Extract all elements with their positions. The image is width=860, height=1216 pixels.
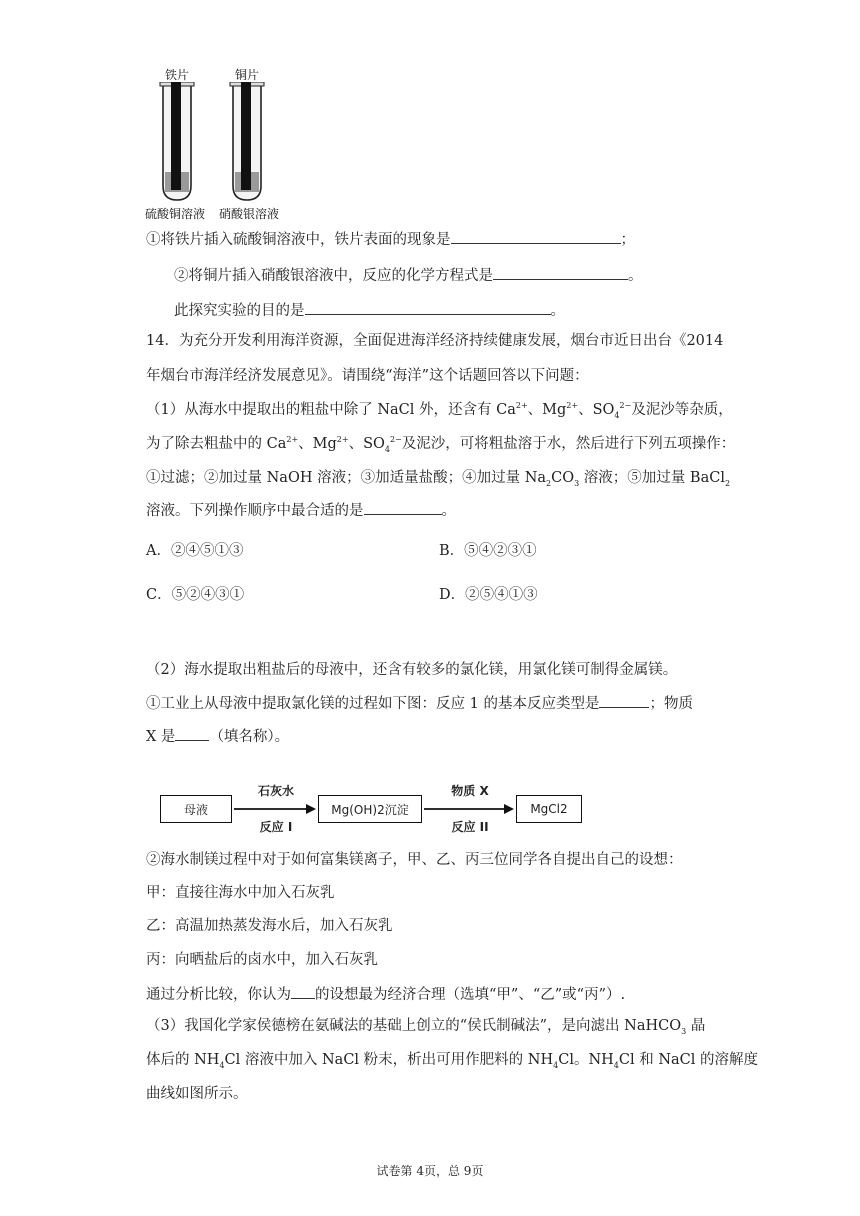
text: 及泥沙等杂质， bbox=[631, 402, 733, 418]
option-c[interactable]: C．⑤②④③① bbox=[146, 587, 245, 603]
q14-p3-line3: 曲线如图所示。 bbox=[146, 1086, 248, 1102]
q14-p1-line3 bbox=[146, 468, 730, 488]
answer-blank[interactable] bbox=[175, 726, 209, 741]
subscript: 4 bbox=[613, 1060, 619, 1070]
flow-arrow2-top-label: 物质 X bbox=[451, 784, 489, 798]
text: ；物质 bbox=[649, 696, 693, 712]
answer-blank[interactable] bbox=[493, 265, 628, 280]
silver-nitrate-label: 硝酸银溶液 bbox=[219, 207, 280, 221]
answer-blank[interactable] bbox=[599, 693, 649, 708]
page-footer: 试卷第 4页，总 9页 bbox=[376, 1164, 484, 1178]
q13-line3-end: 。 bbox=[550, 303, 565, 319]
q14-p3-line1 bbox=[146, 1016, 705, 1036]
text: CO bbox=[551, 470, 575, 486]
text: 、SO bbox=[578, 402, 615, 418]
option-d[interactable]: D．②⑤④①③ bbox=[439, 587, 538, 603]
superscript: 2+ bbox=[336, 435, 349, 445]
q13-line2-end: 。 bbox=[628, 268, 643, 284]
text: ①工业上从母液中提取氯化镁的过程如下图：反应 1 的基本反应类型是 bbox=[146, 696, 600, 712]
q13-line1-end: ； bbox=[620, 232, 635, 248]
flow-box-mg-hydroxide: Mg(OH)2沉淀 bbox=[318, 795, 422, 823]
text: X 是 bbox=[146, 729, 176, 745]
flow-arrow1-top-label: 石灰水 bbox=[257, 784, 294, 798]
q14-p1-line1 bbox=[146, 400, 733, 420]
q14-p1-line2 bbox=[146, 434, 735, 454]
superscript: 2− bbox=[619, 401, 632, 411]
text: 。 bbox=[441, 503, 456, 519]
superscript: 2+ bbox=[286, 435, 299, 445]
subscript: 4 bbox=[219, 1060, 225, 1070]
text: 、SO bbox=[348, 436, 385, 452]
text: Cl。NH bbox=[558, 1052, 614, 1068]
q14-p2-line5: 甲：直接往海水中加入石灰乳 bbox=[146, 885, 335, 901]
text: 溶液。下列操作顺序中最合适的是 bbox=[146, 503, 364, 519]
test-tubes-drawing bbox=[145, 82, 295, 204]
superscript: 2+ bbox=[566, 401, 579, 411]
flow-box-mother-liquor: 母液 bbox=[160, 795, 232, 823]
text: 、Mg bbox=[298, 436, 337, 452]
text: ①过滤；②加过量 NaOH 溶液；③加适量盐酸；④加过量 Na bbox=[146, 470, 547, 486]
q14-p2-line1: （2）海水提取出粗盐后的母液中，还含有较多的氯化镁，用氯化镁可制得金属镁。 bbox=[146, 662, 678, 678]
q14-p2-line8 bbox=[146, 984, 625, 1005]
subscript: 4 bbox=[614, 410, 620, 420]
text: Cl 溶液中加入 NaCl 粉末，析出可用作肥料的 NH bbox=[224, 1052, 554, 1068]
q13-line2-text: ②将铜片插入硝酸银溶液中，反应的化学方程式是 bbox=[174, 268, 493, 284]
q14-p3-line2 bbox=[146, 1050, 758, 1070]
q13-line3-text: 此探究实验的目的是 bbox=[174, 303, 305, 319]
copper-strip-label: 铜片 bbox=[235, 68, 260, 82]
q13-line1 bbox=[146, 229, 635, 250]
answer-blank[interactable] bbox=[291, 984, 315, 999]
subscript: 3 bbox=[574, 478, 580, 488]
q14-p2-line6: 乙：高温加热蒸发海水后，加入石灰乳 bbox=[146, 918, 393, 934]
q13-line2 bbox=[174, 265, 643, 286]
text: （3）我国化学家侯德榜在氨碱法的基础上创立的“侯氏制碱法”，是向滤出 NaHCO bbox=[146, 1018, 682, 1034]
flow-diagram bbox=[158, 784, 588, 838]
test-tube-figure bbox=[145, 64, 295, 224]
text: 通过分析比较，你认为 bbox=[146, 987, 291, 1003]
subscript: 4 bbox=[384, 444, 391, 454]
text: 及泥沙，可将粗盐溶于水，然后进行下列五项操作： bbox=[401, 436, 736, 452]
iron-strip-label: 铁片 bbox=[165, 68, 190, 82]
q14-p2-line2 bbox=[146, 693, 693, 714]
superscript: 2+ bbox=[515, 401, 528, 411]
q13-line3 bbox=[174, 300, 565, 321]
answer-blank[interactable] bbox=[451, 229, 621, 244]
flow-arrow2-bottom-label: 反应 II bbox=[451, 820, 489, 834]
text: （1）从海水中提取出的粗盐中除了 NaCl 外，还含有 Ca bbox=[146, 402, 516, 418]
q13-line1-text: ①将铁片插入硫酸铜溶液中，铁片表面的现象是 bbox=[146, 232, 451, 248]
option-a[interactable]: A．②④⑤①③ bbox=[146, 543, 244, 559]
q14-p2-line3 bbox=[146, 726, 289, 747]
text: 的设想最为经济合理（选填“甲”、“乙”或“丙”）. bbox=[315, 987, 626, 1003]
subscript: 4 bbox=[553, 1060, 559, 1070]
text: 、Mg bbox=[527, 402, 567, 418]
arrow-right-icon bbox=[234, 803, 316, 815]
answer-blank[interactable] bbox=[364, 500, 442, 515]
flow-arrow1-bottom-label: 反应 I bbox=[259, 820, 293, 834]
copper-sulfate-label: 硫酸铜溶液 bbox=[145, 207, 206, 221]
q14-intro-line1: 14．为充分开发利用海洋资源，全面促进海洋经济持续健康发展，烟台市近日出台《2014 bbox=[146, 333, 724, 349]
q14-p1-line4 bbox=[146, 500, 456, 521]
text: 溶液；⑤加过量 BaCl bbox=[579, 470, 725, 486]
text: 体后的 NH bbox=[146, 1052, 220, 1068]
subscript: 2 bbox=[724, 478, 731, 488]
arrow-right-icon bbox=[424, 803, 514, 815]
text: Cl 和 NaCl 的溶解度 bbox=[618, 1052, 759, 1068]
text: （填名称）。 bbox=[209, 729, 290, 745]
subscript: 3 bbox=[681, 1026, 687, 1036]
flow-box-mgcl2: MgCl2 bbox=[516, 795, 582, 823]
subscript: 2 bbox=[546, 478, 552, 488]
q14-p2-line7: 丙：向晒盐后的卤水中，加入石灰乳 bbox=[146, 952, 378, 968]
superscript: 2− bbox=[390, 435, 402, 445]
q14-intro-line2: 年烟台市海洋经济发展意见》。请围绕“海洋”这个话题回答以下问题： bbox=[146, 368, 589, 384]
text: 为了除去粗盐中的 Ca bbox=[146, 436, 287, 452]
q14-p2-line4: ②海水制镁过程中对于如何富集镁离子，甲、乙、丙三位同学各自提出自己的设想： bbox=[146, 852, 683, 868]
text: 晶 bbox=[686, 1018, 706, 1034]
answer-blank[interactable] bbox=[305, 300, 551, 315]
option-b[interactable]: B．⑤④②③① bbox=[439, 543, 537, 559]
